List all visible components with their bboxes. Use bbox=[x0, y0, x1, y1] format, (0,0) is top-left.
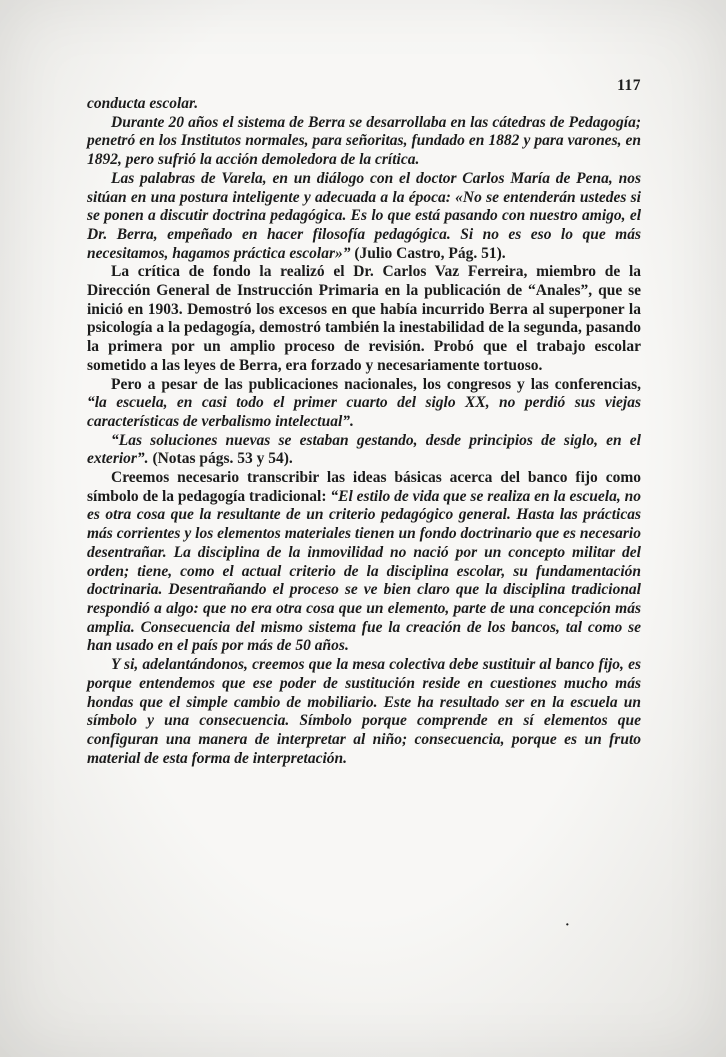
text-run-quote: “El estilo de vida que se realiza en la escuela, no es otra cosa que la resultante de un criterio pedagógico general. Hasta las prácticas más corrientes y los elementos materiales tienen un fondo doctrinario que es necesario desentrañar. La disciplina de la inmovilidad no nació por un concepto militar del orden; tiene, como el actual criterio de la disciplina escolar, su fundamentación doctrinaria. Desentrañando el proceso se ve bien claro que la disciplina tradicional respondió a algo: que no era otra cosa que un elemento, parte de una concepción más amplia. Consecuencia del mismo sistema fue la creación de los bancos, tal como se han usado en el país por más de 50 años. bbox=[87, 487, 641, 655]
text-run: Las palabras de Varela, en un diálogo con el doctor Carlos María de Pena, nos sitúan en una postura inteligente y adecuada a la época: «No se entenderán ustedes si se ponen a discutir doctrina pedagógica. Es lo que está pasando con nuestro amigo, el Dr. Berra, empeñado en hacer filosofía pedagógica. Si no es eso lo que más necesitamos, hagamos práctica escolar»” bbox=[87, 169, 641, 262]
text-run: Creemos necesario transcribir las ideas básicas acerca del banco fijo como símbolo de la pedagogía tradicional: bbox=[87, 469, 641, 505]
text-run-citation: (Julio Castro, Pág. 51). bbox=[354, 244, 506, 262]
paragraph bbox=[87, 263, 641, 375]
text-run-quote: “la escuela, en casi todo el primer cuarto del siglo XX, no perdió sus viejas características de verbalismo intelectual”. bbox=[87, 394, 641, 430]
text-run: conducta escolar. bbox=[87, 95, 199, 112]
page-text-block bbox=[87, 95, 641, 768]
paragraph bbox=[87, 656, 641, 768]
text-run-citation: (Notas págs. 53 y 54). bbox=[152, 450, 293, 468]
ink-dot-artifact: · bbox=[565, 918, 570, 933]
text-run: La crítica de fondo la realizó el Dr. Carlos Vaz Ferreira, miembro de la Dirección General de Instrucción Primaria en la publicación de “Anales”, que se inició en 1903. Demostró los excesos en que había incurrido Berra al superponer la psicología a la pedagogía, demostró también la inestabilidad de la segunda, pasando la primera por un amplio proceso de revisión. Probó que el trabajo escolar sometido a las leyes de Berra, era forzado y necesariamente tortuoso. bbox=[87, 263, 641, 374]
paragraph-continuation bbox=[87, 95, 641, 114]
text-run: Y si, adelantándonos, creemos que la mesa colectiva debe sustituir al banco fijo, es porque entendemos que ese poder de sustitución reside en cuestiones mucho más hondas que el simple cambio de mobiliario. Este ha resultado ser en la escuela un símbolo y una consecuencia. Símbolo porque comprende en sí elementos que configuran una manera de interpretar al niño; consecuencia, porque es un fruto material de esta forma de interpretación. bbox=[87, 656, 641, 767]
page-number: 117 bbox=[617, 77, 641, 94]
paragraph bbox=[87, 376, 641, 432]
text-run: Durante 20 años el sistema de Berra se desarrollaba en las cátedras de Pedagogía; penetró en los Institutos normales, para señoritas, fundado en 1882 y para varones, en 1892, pero sufrió la acción demoledora de la crítica. bbox=[87, 113, 641, 169]
paragraph bbox=[87, 114, 641, 170]
paragraph bbox=[87, 170, 641, 264]
text-run: Pero a pesar de las publicaciones nacionales, los congresos y las conferencias, bbox=[111, 375, 641, 393]
paragraph bbox=[87, 432, 641, 469]
text-run-quote: “Las soluciones nuevas se estaban gestando, desde principios de siglo, en el exterior”. bbox=[87, 431, 641, 468]
paragraph bbox=[87, 469, 641, 656]
